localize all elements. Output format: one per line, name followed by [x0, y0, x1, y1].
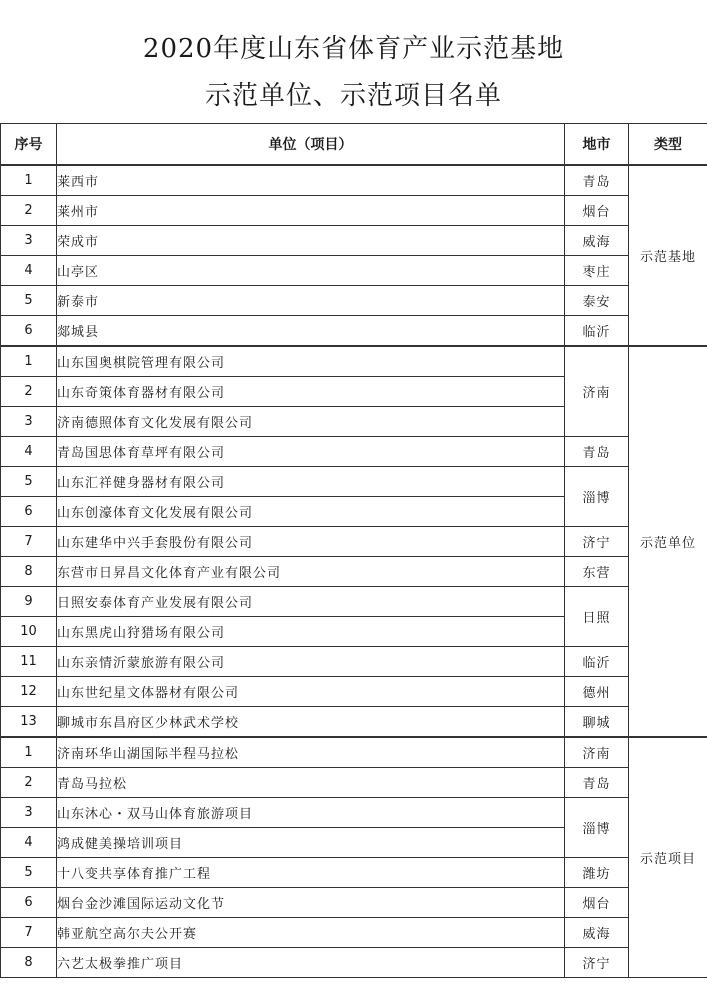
row-name: 鸿成健美操培训项目 [57, 828, 565, 858]
table-row [1, 677, 707, 707]
table-row [1, 948, 707, 978]
table-row [1, 286, 707, 316]
table-row [1, 557, 707, 587]
row-number: 8 [1, 948, 57, 978]
type-cell: 示范单位 [629, 346, 707, 737]
row-name: 山东奇策体育器材有限公司 [57, 377, 565, 407]
row-name: 新泰市 [57, 286, 565, 316]
row-name: 山东沐心・双马山体育旅游项目 [57, 798, 565, 828]
header-row [1, 124, 707, 166]
table-row [1, 165, 707, 196]
row-city: 青岛 [565, 165, 629, 196]
row-name: 莱州市 [57, 196, 565, 226]
row-city: 东营 [565, 557, 629, 587]
row-name: 莱西市 [57, 165, 565, 196]
row-city: 威海 [565, 918, 629, 948]
row-number: 11 [1, 647, 57, 677]
table-row [1, 737, 707, 768]
row-name: 山东汇祥健身器材有限公司 [57, 467, 565, 497]
table-row [1, 527, 707, 557]
table-row [1, 316, 707, 347]
table-row [1, 196, 707, 226]
row-name: 日照安泰体育产业发展有限公司 [57, 587, 565, 617]
row-city: 济南 [565, 346, 629, 437]
type-cell: 示范项目 [629, 737, 707, 978]
row-city: 枣庄 [565, 256, 629, 286]
row-number: 13 [1, 707, 57, 738]
row-city: 临沂 [565, 316, 629, 347]
row-name: 郯城县 [57, 316, 565, 347]
row-city: 烟台 [565, 196, 629, 226]
row-city: 青岛 [565, 437, 629, 467]
row-city: 德州 [565, 677, 629, 707]
row-number: 10 [1, 617, 57, 647]
table-row [1, 858, 707, 888]
row-name: 山东国奥棋院管理有限公司 [57, 346, 565, 377]
row-city: 济宁 [565, 527, 629, 557]
row-name: 山东黑虎山狩猎场有限公司 [57, 617, 565, 647]
row-number: 5 [1, 467, 57, 497]
row-name: 十八变共享体育推广工程 [57, 858, 565, 888]
table-row [1, 467, 707, 497]
roster-table [0, 123, 707, 978]
header-num: 序号 [1, 124, 57, 166]
row-name: 山东亲情沂蒙旅游有限公司 [57, 647, 565, 677]
row-number: 3 [1, 798, 57, 828]
table-row [1, 256, 707, 286]
row-number: 1 [1, 346, 57, 377]
row-city: 日照 [565, 587, 629, 647]
row-name: 烟台金沙滩国际运动文化节 [57, 888, 565, 918]
page-title-line-2: 示范单位、示范项目名单 [204, 81, 502, 111]
row-number: 7 [1, 918, 57, 948]
page-title-line-1: 2020年度山东省体育产业示范基地 [142, 34, 565, 64]
row-name: 荣成市 [57, 226, 565, 256]
table-row [1, 226, 707, 256]
row-number: 2 [1, 196, 57, 226]
row-name: 山亭区 [57, 256, 565, 286]
row-city: 济南 [565, 737, 629, 768]
row-number: 7 [1, 527, 57, 557]
row-city: 济宁 [565, 948, 629, 978]
table-row [1, 707, 707, 738]
row-city: 聊城 [565, 707, 629, 738]
table-row [1, 437, 707, 467]
row-city: 潍坊 [565, 858, 629, 888]
row-name: 青岛马拉松 [57, 768, 565, 798]
table-row [1, 918, 707, 948]
row-city: 威海 [565, 226, 629, 256]
row-number: 4 [1, 256, 57, 286]
row-number: 12 [1, 677, 57, 707]
row-name: 山东世纪星文体器材有限公司 [57, 677, 565, 707]
row-city: 烟台 [565, 888, 629, 918]
row-number: 6 [1, 316, 57, 347]
row-name: 东营市日昇昌文化体育产业有限公司 [57, 557, 565, 587]
row-number: 1 [1, 165, 57, 196]
row-number: 6 [1, 497, 57, 527]
table-row [1, 647, 707, 677]
table-row [1, 587, 707, 617]
row-number: 4 [1, 437, 57, 467]
row-name: 青岛国思体育草坪有限公司 [57, 437, 565, 467]
row-name: 济南环华山湖国际半程马拉松 [57, 737, 565, 768]
row-city: 淄博 [565, 467, 629, 527]
row-name: 山东创濠体育文化发展有限公司 [57, 497, 565, 527]
header-type: 类型 [629, 124, 707, 166]
row-number: 9 [1, 587, 57, 617]
row-number: 3 [1, 407, 57, 437]
table-row [1, 798, 707, 828]
row-number: 4 [1, 828, 57, 858]
row-city: 淄博 [565, 798, 629, 858]
row-number: 5 [1, 858, 57, 888]
row-number: 1 [1, 737, 57, 768]
table-row [1, 888, 707, 918]
row-name: 韩亚航空高尔夫公开赛 [57, 918, 565, 948]
row-number: 6 [1, 888, 57, 918]
row-number: 5 [1, 286, 57, 316]
row-city: 临沂 [565, 647, 629, 677]
header-city: 地市 [565, 124, 629, 166]
type-cell: 示范基地 [629, 165, 707, 346]
row-number: 3 [1, 226, 57, 256]
header-unit: 单位（项目） [57, 124, 565, 166]
table-row [1, 768, 707, 798]
row-name: 济南德照体育文化发展有限公司 [57, 407, 565, 437]
row-number: 8 [1, 557, 57, 587]
row-city: 青岛 [565, 768, 629, 798]
row-name: 山东建华中兴手套股份有限公司 [57, 527, 565, 557]
row-name: 聊城市东昌府区少林武术学校 [57, 707, 565, 738]
row-number: 2 [1, 768, 57, 798]
row-city: 泰安 [565, 286, 629, 316]
row-number: 2 [1, 377, 57, 407]
row-name: 六艺太极拳推广项目 [57, 948, 565, 978]
table-row [1, 346, 707, 377]
